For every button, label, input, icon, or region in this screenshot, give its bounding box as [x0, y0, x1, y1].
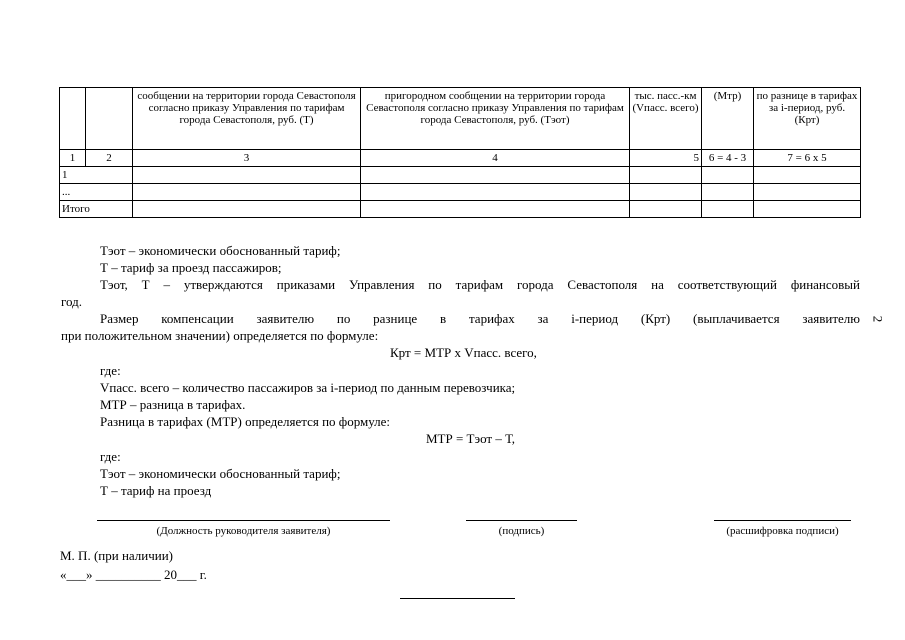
table-cell [754, 167, 861, 184]
table-row [60, 167, 861, 184]
decode-caption: (расшифровка подписи) [726, 525, 839, 537]
header-cell-2 [86, 88, 133, 150]
table-cell [702, 201, 754, 218]
compensation-table [59, 87, 861, 218]
row-label: ... [60, 184, 133, 201]
table-cell [754, 184, 861, 201]
number-cell-1: 1 [60, 150, 86, 167]
mtr-formula-intro: Разница в тарифах (МТР) определяется по формуле: [100, 414, 391, 429]
compensation-text-line2: при положительном значении) определяется по формуле: [61, 328, 379, 343]
date-line: «___» __________ 20___ г. [60, 567, 207, 582]
number-cell-6: 6 = 4 - 3 [702, 150, 754, 167]
table-cell [702, 184, 754, 201]
stamp-note: М. П. (при наличии) [60, 548, 174, 563]
table-cell [630, 201, 702, 218]
position-caption: (Должность руководителя заявителя) [156, 525, 331, 537]
where-label-2: где: [100, 449, 121, 464]
sign-caption: (подпись) [498, 525, 545, 537]
formula-krt: Крт = МТР х Vпасс. всего, [390, 345, 537, 360]
header-cell-3: сообщении на территории города Севастополя согласно приказу Управления по тарифам города Севастополя, руб. (Т) [133, 88, 361, 150]
definition-vpass: Vпасс. всего – количество пассажиров за i-период по данным перевозчика; [100, 380, 516, 395]
page-number: 2 [870, 315, 886, 323]
table-cell [133, 184, 361, 201]
footnote-separator [400, 598, 515, 599]
approval-text-line2: год. [61, 294, 82, 309]
header-cell-4: пригородном сообщении на территории города Севастополя согласно приказу Управления по тарифам города Севастополя, руб. (Тэот) [361, 88, 630, 150]
table-cell [702, 167, 754, 184]
row-label: Итого [60, 201, 133, 218]
table-cell [133, 201, 361, 218]
table-number-row [60, 150, 861, 167]
table-cell [630, 167, 702, 184]
table-cell [361, 184, 630, 201]
definition-t: Т – тариф за проезд пассажиров; [100, 260, 282, 275]
decode-signature-line [714, 520, 851, 521]
definition-mtr: МТР – разница в тарифах. [100, 397, 246, 412]
table-row [60, 184, 861, 201]
number-cell-5: 5 [630, 150, 702, 167]
table-cell [630, 184, 702, 201]
table-cell [361, 201, 630, 218]
compensation-text-line1: Размер компенсации заявителю по разнице в тарифах за i-период (Крт) (выплачивается заявителю [100, 311, 860, 326]
header-cell-7: по разнице в тарифах за i-период, руб. (Крт) [754, 88, 861, 150]
table-cell [754, 201, 861, 218]
table-cell [133, 167, 361, 184]
header-cell-1 [60, 88, 86, 150]
where-label-1: где: [100, 363, 121, 378]
number-cell-4: 4 [361, 150, 630, 167]
number-cell-7: 7 = 6 x 5 [754, 150, 861, 167]
definition-t-2: Т – тариф на проезд [100, 483, 212, 498]
number-cell-3: 3 [133, 150, 361, 167]
table-cell [361, 167, 630, 184]
number-cell-2: 2 [86, 150, 133, 167]
position-signature-line [97, 520, 390, 521]
sign-signature-line [466, 520, 577, 521]
formula-mtr: МТР = Тэот – Т, [426, 431, 515, 446]
table-header-row [60, 88, 861, 150]
row-label: 1 [60, 167, 133, 184]
header-cell-5: тыс. пасс.-км (Vпасс. всего) [630, 88, 702, 150]
definition-teot: Тэот – экономически обоснованный тариф; [100, 243, 341, 258]
definition-teot-2: Тэот – экономически обоснованный тариф; [100, 466, 341, 481]
table-row [60, 201, 861, 218]
header-cell-6: (Мтр) [702, 88, 754, 150]
approval-text-line1: Тэот, Т – утверждаются приказами Управления по тарифам города Севастополя на соответствующий финансовый [100, 277, 860, 292]
